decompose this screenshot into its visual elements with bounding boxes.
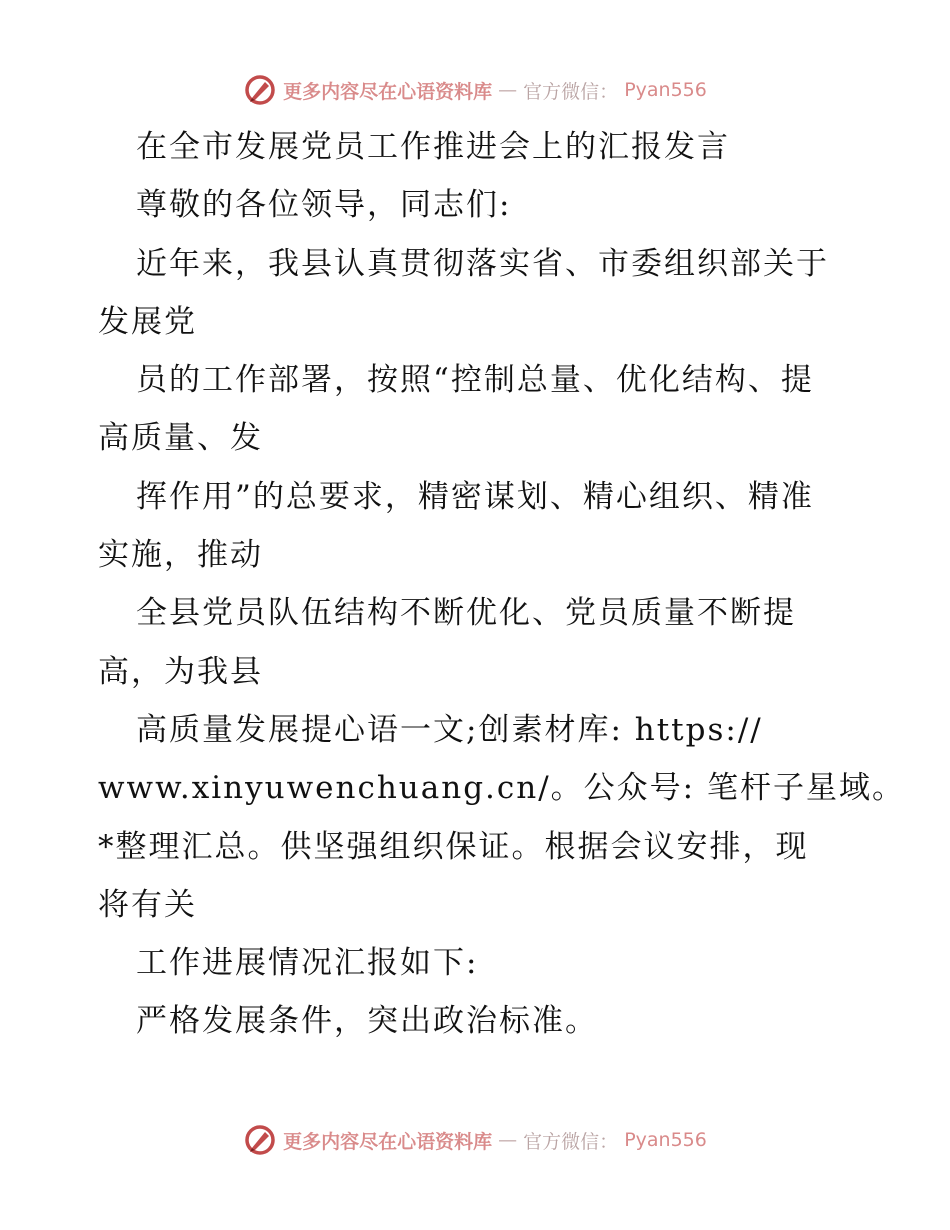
paragraph-line: 工作进展情况汇报如下: (136, 945, 479, 982)
banner-wechat-id: Pyan556 (624, 79, 707, 101)
banner-wechat-label: 官方微信： (523, 80, 619, 103)
paragraph-line: 实施，推动 (98, 537, 263, 574)
paragraph-line: 高质量、发 (98, 420, 263, 457)
section-heading: 严格发展条件，突出政治标准。 (136, 1003, 598, 1040)
paragraph-line: www.xinyuwenchuang.cn/。公众号: 笔杆子星域。 (98, 770, 905, 807)
pen-nib-logo-icon (243, 73, 277, 107)
paragraph-line: 挥作用”的总要求，精密谋划、精心组织、精准 (136, 478, 814, 515)
header-banner (0, 68, 950, 112)
paragraph-line: 高，为我县 (98, 653, 263, 690)
paragraph-line: 近年来，我县认真贯彻落实省、市委组织部关于 (136, 245, 829, 282)
pen-nib-logo-icon (243, 1123, 277, 1157)
footer-banner (0, 1118, 950, 1162)
banner-wechat-label: 官方微信： (523, 1130, 619, 1153)
banner-title: 更多内容尽在心语资料库 (283, 80, 493, 103)
banner-separator: — (498, 79, 518, 101)
salutation: 尊敬的各位领导，同志们: (136, 187, 512, 224)
paragraph-line: *整理汇总。供坚强组织保证。根据会议安排，现 (98, 828, 809, 865)
paragraph-line: 将有关 (98, 886, 197, 923)
document-body (98, 118, 905, 1051)
banner-wechat-id: Pyan556 (624, 1129, 707, 1151)
document-title: 在全市发展党员工作推进会上的汇报发言 (136, 129, 730, 165)
paragraph-line: 高质量发展提心语一文;创素材库: https:// (136, 711, 763, 748)
paragraph-line: 员的工作部署，按照“控制总量、优化结构、提 (136, 362, 814, 399)
paragraph-line: 发展党 (98, 303, 197, 340)
paragraph-line: 全县党员队伍结构不断优化、党员质量不断提 (136, 595, 796, 632)
banner-separator: — (498, 1129, 518, 1151)
banner-title: 更多内容尽在心语资料库 (283, 1130, 493, 1153)
